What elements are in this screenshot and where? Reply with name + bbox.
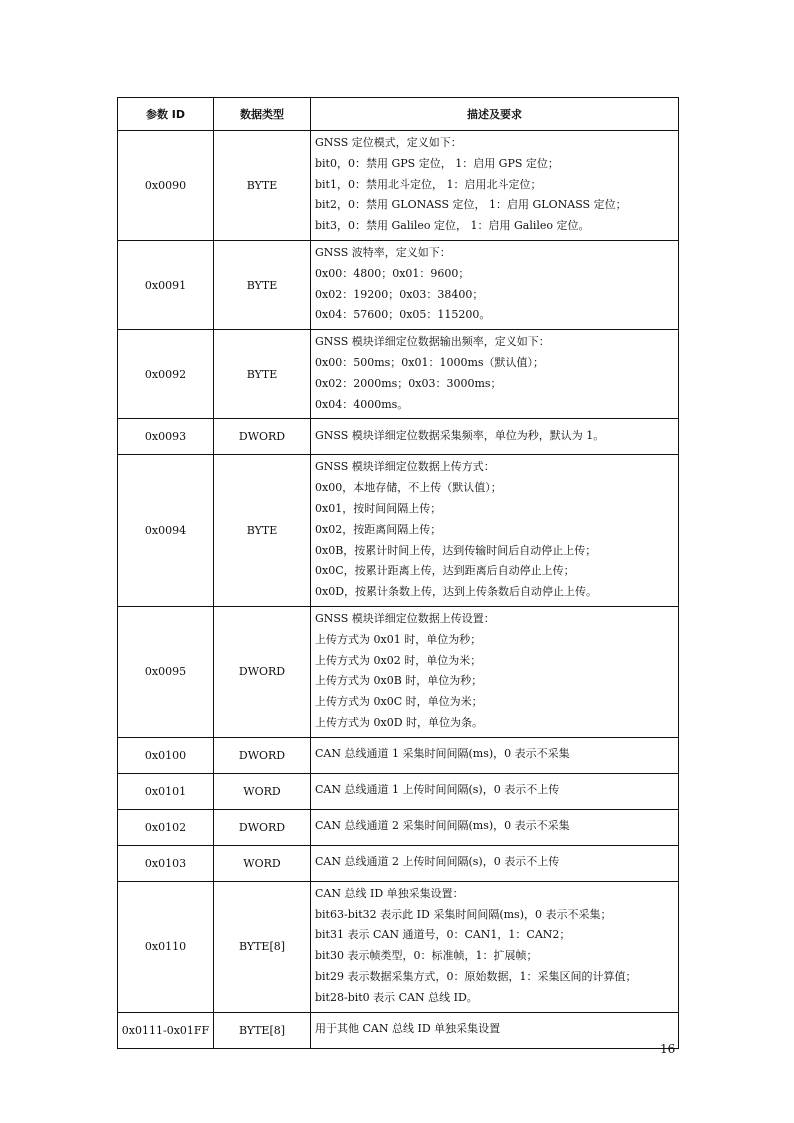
data-type-cell: WORD xyxy=(214,773,311,809)
description-cell xyxy=(311,455,679,607)
param-id-cell: 0x0090 xyxy=(118,131,214,241)
data-type-cell: BYTE[8] xyxy=(214,1012,311,1048)
header-param-id: 参数 ID xyxy=(118,98,214,131)
param-id-cell: 0x0111-0x01FF xyxy=(118,1012,214,1048)
data-type-cell: BYTE xyxy=(214,330,311,419)
description-line: bit1，0：禁用北斗定位， 1：启用北斗定位； xyxy=(315,177,542,191)
description-line: bit29 表示数据采集方式，0：原始数据，1：采集区间的计算值； xyxy=(315,969,637,983)
param-id-cell: 0x0110 xyxy=(118,881,214,1012)
page-number: 16 xyxy=(660,1042,676,1056)
description-line: CAN 总线通道 1 采集时间间隔(ms)，0 表示不采集 xyxy=(315,747,570,761)
description-line: GNSS 模块详细定位数据上传方式： xyxy=(315,460,495,474)
table-row xyxy=(118,1012,679,1048)
description-line: 0x00，本地存储，不上传（默认值）； xyxy=(315,481,502,495)
param-id-cell: 0x0102 xyxy=(118,809,214,845)
param-id-cell: 0x0100 xyxy=(118,737,214,773)
description-line: bit2，0：禁用 GLONASS 定位， 1：启用 GLONASS 定位； xyxy=(315,198,627,212)
table-row xyxy=(118,809,679,845)
table-row xyxy=(118,330,679,419)
description-line: CAN 总线通道 2 上传时间间隔(s)，0 表示不上传 xyxy=(315,855,560,869)
data-type-cell: DWORD xyxy=(214,419,311,455)
table-row xyxy=(118,845,679,881)
description-cell xyxy=(311,606,679,737)
header-data-type: 数据类型 xyxy=(214,98,311,131)
header-description: 描述及要求 xyxy=(311,98,679,131)
parameter-table xyxy=(117,97,679,1049)
data-type-cell: BYTE xyxy=(214,240,311,329)
description-line: bit28-bit0 表示 CAN 总线 ID。 xyxy=(315,990,478,1004)
param-id-cell: 0x0093 xyxy=(118,419,214,455)
table-header-row xyxy=(118,98,679,131)
description-line: GNSS 波特率，定义如下： xyxy=(315,245,451,259)
description-line: bit3，0：禁用 Galileo 定位， 1：启用 Galileo 定位。 xyxy=(315,219,590,233)
data-type-cell: BYTE[8] xyxy=(214,881,311,1012)
description-line: GNSS 定位模式，定义如下： xyxy=(315,136,462,149)
data-type-cell: BYTE xyxy=(214,131,311,241)
description-line: 0x02：2000ms；0x03：3000ms； xyxy=(315,376,502,390)
description-cell xyxy=(311,1012,679,1048)
description-line: 0x0D，按累计条数上传，达到上传条数后自动停止上传。 xyxy=(315,585,598,599)
data-type-cell: BYTE xyxy=(214,455,311,607)
description-line: 用于其他 CAN 总线 ID 单独采集设置 xyxy=(315,1022,501,1036)
description-line: 0x00：500ms；0x01：1000ms（默认值）； xyxy=(315,355,545,369)
table-row xyxy=(118,455,679,607)
description-cell xyxy=(311,881,679,1012)
description-line: 上传方式为 0x0D 时，单位为条。 xyxy=(315,715,484,729)
description-cell xyxy=(311,131,679,241)
data-type-cell: DWORD xyxy=(214,606,311,737)
description-line: bit63-bit32 表示此 ID 采集时间间隔(ms)，0 表示不采集； xyxy=(315,907,612,921)
description-line: 0x01，按时间间隔上传； xyxy=(315,501,442,515)
description-cell xyxy=(311,330,679,419)
description-line: GNSS 模块详细定位数据输出频率，定义如下： xyxy=(315,335,550,349)
table-row xyxy=(118,737,679,773)
description-line: bit0，0：禁用 GPS 定位， 1：启用 GPS 定位； xyxy=(315,156,559,170)
description-line: 0x0C，按累计距离上传，达到距离后自动停止上传； xyxy=(315,564,575,578)
table-body xyxy=(118,131,679,1049)
data-type-cell: WORD xyxy=(214,845,311,881)
description-line: bit31 表示 CAN 通道号，0：CAN1，1：CAN2； xyxy=(315,928,571,942)
description-cell xyxy=(311,773,679,809)
description-line: 0x02：19200；0x03：38400； xyxy=(315,287,484,301)
description-cell xyxy=(311,419,679,455)
table-row xyxy=(118,881,679,1012)
description-line: GNSS 模块详细定位数据上传设置： xyxy=(315,611,495,625)
description-cell xyxy=(311,809,679,845)
description-cell xyxy=(311,240,679,329)
description-line: bit30 表示帧类型，0：标准帧，1：扩展帧； xyxy=(315,949,538,963)
description-line: 0x02，按距离间隔上传； xyxy=(315,522,442,536)
param-id-cell: 0x0094 xyxy=(118,455,214,607)
description-line: 0x0B，按累计时间上传，达到传输时间后自动停止上传； xyxy=(315,543,597,557)
param-id-cell: 0x0095 xyxy=(118,606,214,737)
description-line: 上传方式为 0x02 时，单位为米； xyxy=(315,653,482,667)
description-line: 0x04：57600；0x05：115200。 xyxy=(315,308,491,322)
description-line: GNSS 模块详细定位数据采集频率，单位为秒，默认为 1。 xyxy=(315,428,605,442)
description-line: 0x00：4800；0x01：9600； xyxy=(315,266,470,280)
description-cell xyxy=(311,737,679,773)
param-id-cell: 0x0103 xyxy=(118,845,214,881)
table-row xyxy=(118,773,679,809)
data-type-cell: DWORD xyxy=(214,737,311,773)
table-row xyxy=(118,606,679,737)
description-line: CAN 总线 ID 单独采集设置： xyxy=(315,886,464,900)
description-line: 上传方式为 0x01 时，单位为秒； xyxy=(315,632,482,646)
description-line: CAN 总线通道 1 上传时间间隔(s)，0 表示不上传 xyxy=(315,783,560,797)
table-row xyxy=(118,131,679,241)
description-cell xyxy=(311,845,679,881)
param-id-cell: 0x0091 xyxy=(118,240,214,329)
description-line: CAN 总线通道 2 采集时间间隔(ms)，0 表示不采集 xyxy=(315,819,570,833)
description-line: 上传方式为 0x0B 时，单位为秒； xyxy=(315,674,483,688)
param-id-cell: 0x0092 xyxy=(118,330,214,419)
description-line: 0x04：4000ms。 xyxy=(315,397,409,411)
param-id-cell: 0x0101 xyxy=(118,773,214,809)
table-row xyxy=(118,419,679,455)
table-row xyxy=(118,240,679,329)
description-line: 上传方式为 0x0C 时，单位为米； xyxy=(315,695,483,709)
data-type-cell: DWORD xyxy=(214,809,311,845)
